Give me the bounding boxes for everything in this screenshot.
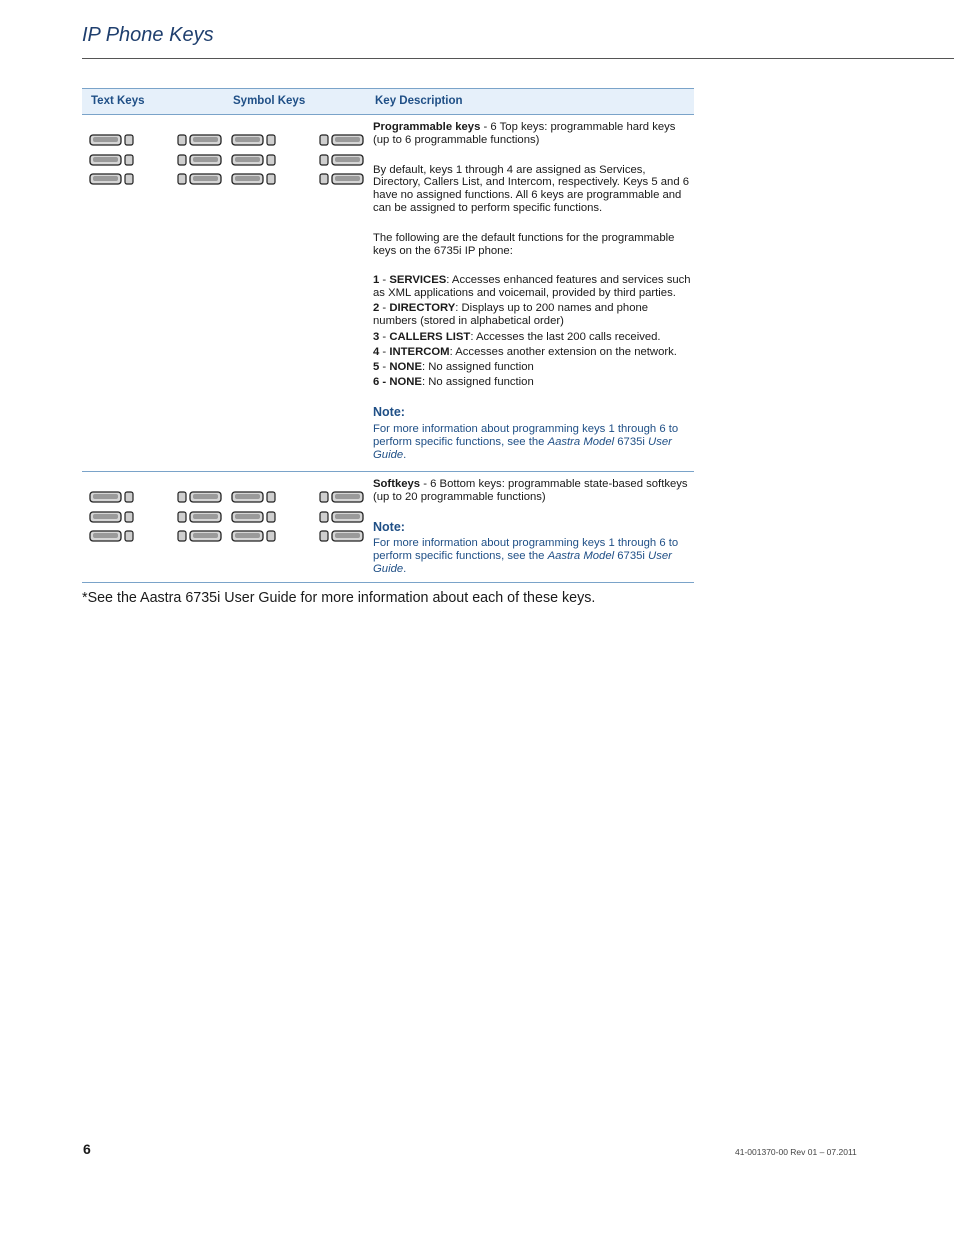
phone-key-icon (232, 174, 275, 184)
item-sep: - (379, 330, 390, 343)
phone-key-icon (232, 155, 275, 165)
phone-key-icon (320, 155, 363, 165)
item-name: SERVICES (389, 274, 447, 287)
note-text-part: . (403, 448, 407, 461)
row-title-programmable-keys: Programmable keys (373, 121, 481, 133)
phone-key-icon (320, 492, 363, 502)
column-header-key-description: Key Description (375, 95, 463, 107)
item-name: DIRECTORY (389, 302, 456, 315)
keys-table (82, 88, 694, 583)
phone-key-icon (90, 492, 133, 502)
phone-key-icon (90, 174, 133, 184)
default-assignment-paragraph: By default, keys 1 through 4 are assigned as Services, Directory, Callers List, and Intercom, respectively. Keys 5 and 6 have no assigned functions. All 6 keys are programmable and can be assigned to perform specific functions. (373, 163, 690, 214)
list-item (373, 376, 691, 389)
note-text-part: Aastra Model (547, 550, 615, 563)
phone-key-icon (232, 512, 275, 522)
note-text (373, 423, 691, 461)
phone-key-icon (232, 135, 275, 145)
item-name: NONE (389, 361, 422, 374)
note-text-part: 6735i (614, 550, 649, 563)
phone-key-icon (90, 531, 133, 541)
document-id: 41-001370-00 Rev 01 – 07.2011 (735, 1147, 857, 1157)
table-row-softkeys (82, 472, 694, 583)
phone-key-icon (90, 512, 133, 522)
phone-key-icon (232, 531, 275, 541)
phone-key-icon (320, 135, 363, 145)
footnote: *See the Aastra 6735i User Guide for more information about each of these keys. (82, 590, 596, 606)
list-item (373, 274, 691, 300)
phone-key-icon (178, 135, 221, 145)
item-number: 4 (373, 345, 380, 358)
phone-key-icon (178, 174, 221, 184)
item-sep: - (379, 345, 390, 358)
table-row-programmable-keys (82, 115, 694, 472)
item-number: 6 - (373, 376, 390, 389)
list-item (373, 331, 691, 344)
phone-key-icon (232, 492, 275, 502)
list-item (373, 346, 691, 359)
item-number: 1 (373, 274, 380, 287)
item-sep: - (379, 274, 390, 287)
phone-key-icon (178, 512, 221, 522)
phone-key-icon (320, 174, 363, 184)
item-text: : Accesses another extension on the network. (449, 345, 677, 358)
item-name: CALLERS LIST (389, 330, 471, 343)
note-text (373, 537, 691, 575)
programmable-keys-description (373, 121, 691, 461)
item-sep: - (379, 361, 390, 374)
column-header-text-keys: Text Keys (91, 95, 145, 107)
table-header (82, 88, 694, 115)
phone-key-icon (178, 492, 221, 502)
page-number: 6 (83, 1141, 91, 1157)
row-intro-text: - 6 Bottom keys: programmable state-based softkeys (up to 20 programmable functions) (373, 478, 688, 503)
note-heading: Note: (373, 519, 405, 534)
note-text-part: . (403, 562, 407, 575)
softkeys-description (373, 478, 691, 576)
note-text-part: Aastra Model (547, 435, 615, 448)
phone-key-icon (90, 155, 133, 165)
note-text-part: For more information about programming keys 1 through 6 to perform specific functions, see the (373, 423, 679, 448)
note-text-part: For more information about programming keys 1 through 6 to perform specific functions, see the (373, 537, 679, 563)
phone-key-icon (320, 512, 363, 522)
note-heading: Note: (373, 405, 405, 420)
function-list (373, 274, 691, 389)
item-name: INTERCOM (389, 345, 450, 358)
item-sep: - (379, 302, 390, 315)
page-header-title: IP Phone Keys (82, 24, 214, 46)
note-text-part: User Guide (373, 550, 672, 575)
item-number: 2 (373, 302, 380, 315)
header-divider (82, 58, 954, 59)
default-functions-paragraph: The following are the default functions for the programmable keys on the 6735i IP phone: (373, 231, 675, 257)
phone-key-icon (178, 531, 221, 541)
programmable-keys-illustration (82, 115, 372, 225)
note-text-part: 6735i (614, 435, 649, 448)
column-header-symbol-keys: Symbol Keys (233, 95, 306, 107)
note-text-part: User Guide (373, 435, 672, 461)
softkeys-illustration (82, 472, 372, 582)
item-text: : No assigned function (421, 361, 534, 374)
row-title-softkeys: Softkeys (373, 478, 421, 490)
item-text: : Accesses the last 200 calls received. (470, 330, 661, 343)
item-text: : Accesses enhanced features and services such as XML applications and voicemail, provided by third parties. (373, 274, 691, 300)
list-item (373, 361, 691, 374)
item-number: 3 (373, 330, 380, 343)
phone-key-icon (320, 531, 363, 541)
list-item (373, 302, 691, 328)
item-number: 5 (373, 361, 380, 374)
item-name: NONE (389, 376, 422, 389)
item-text: : No assigned function (421, 376, 534, 389)
item-text: : Displays up to 200 names and phone numbers (stored in alphabetical order) (373, 302, 649, 328)
phone-key-icon (90, 135, 133, 145)
phone-key-icon (178, 155, 221, 165)
row-intro-text: - 6 Top keys: programmable hard keys (up to 6 programmable functions) (373, 121, 676, 146)
